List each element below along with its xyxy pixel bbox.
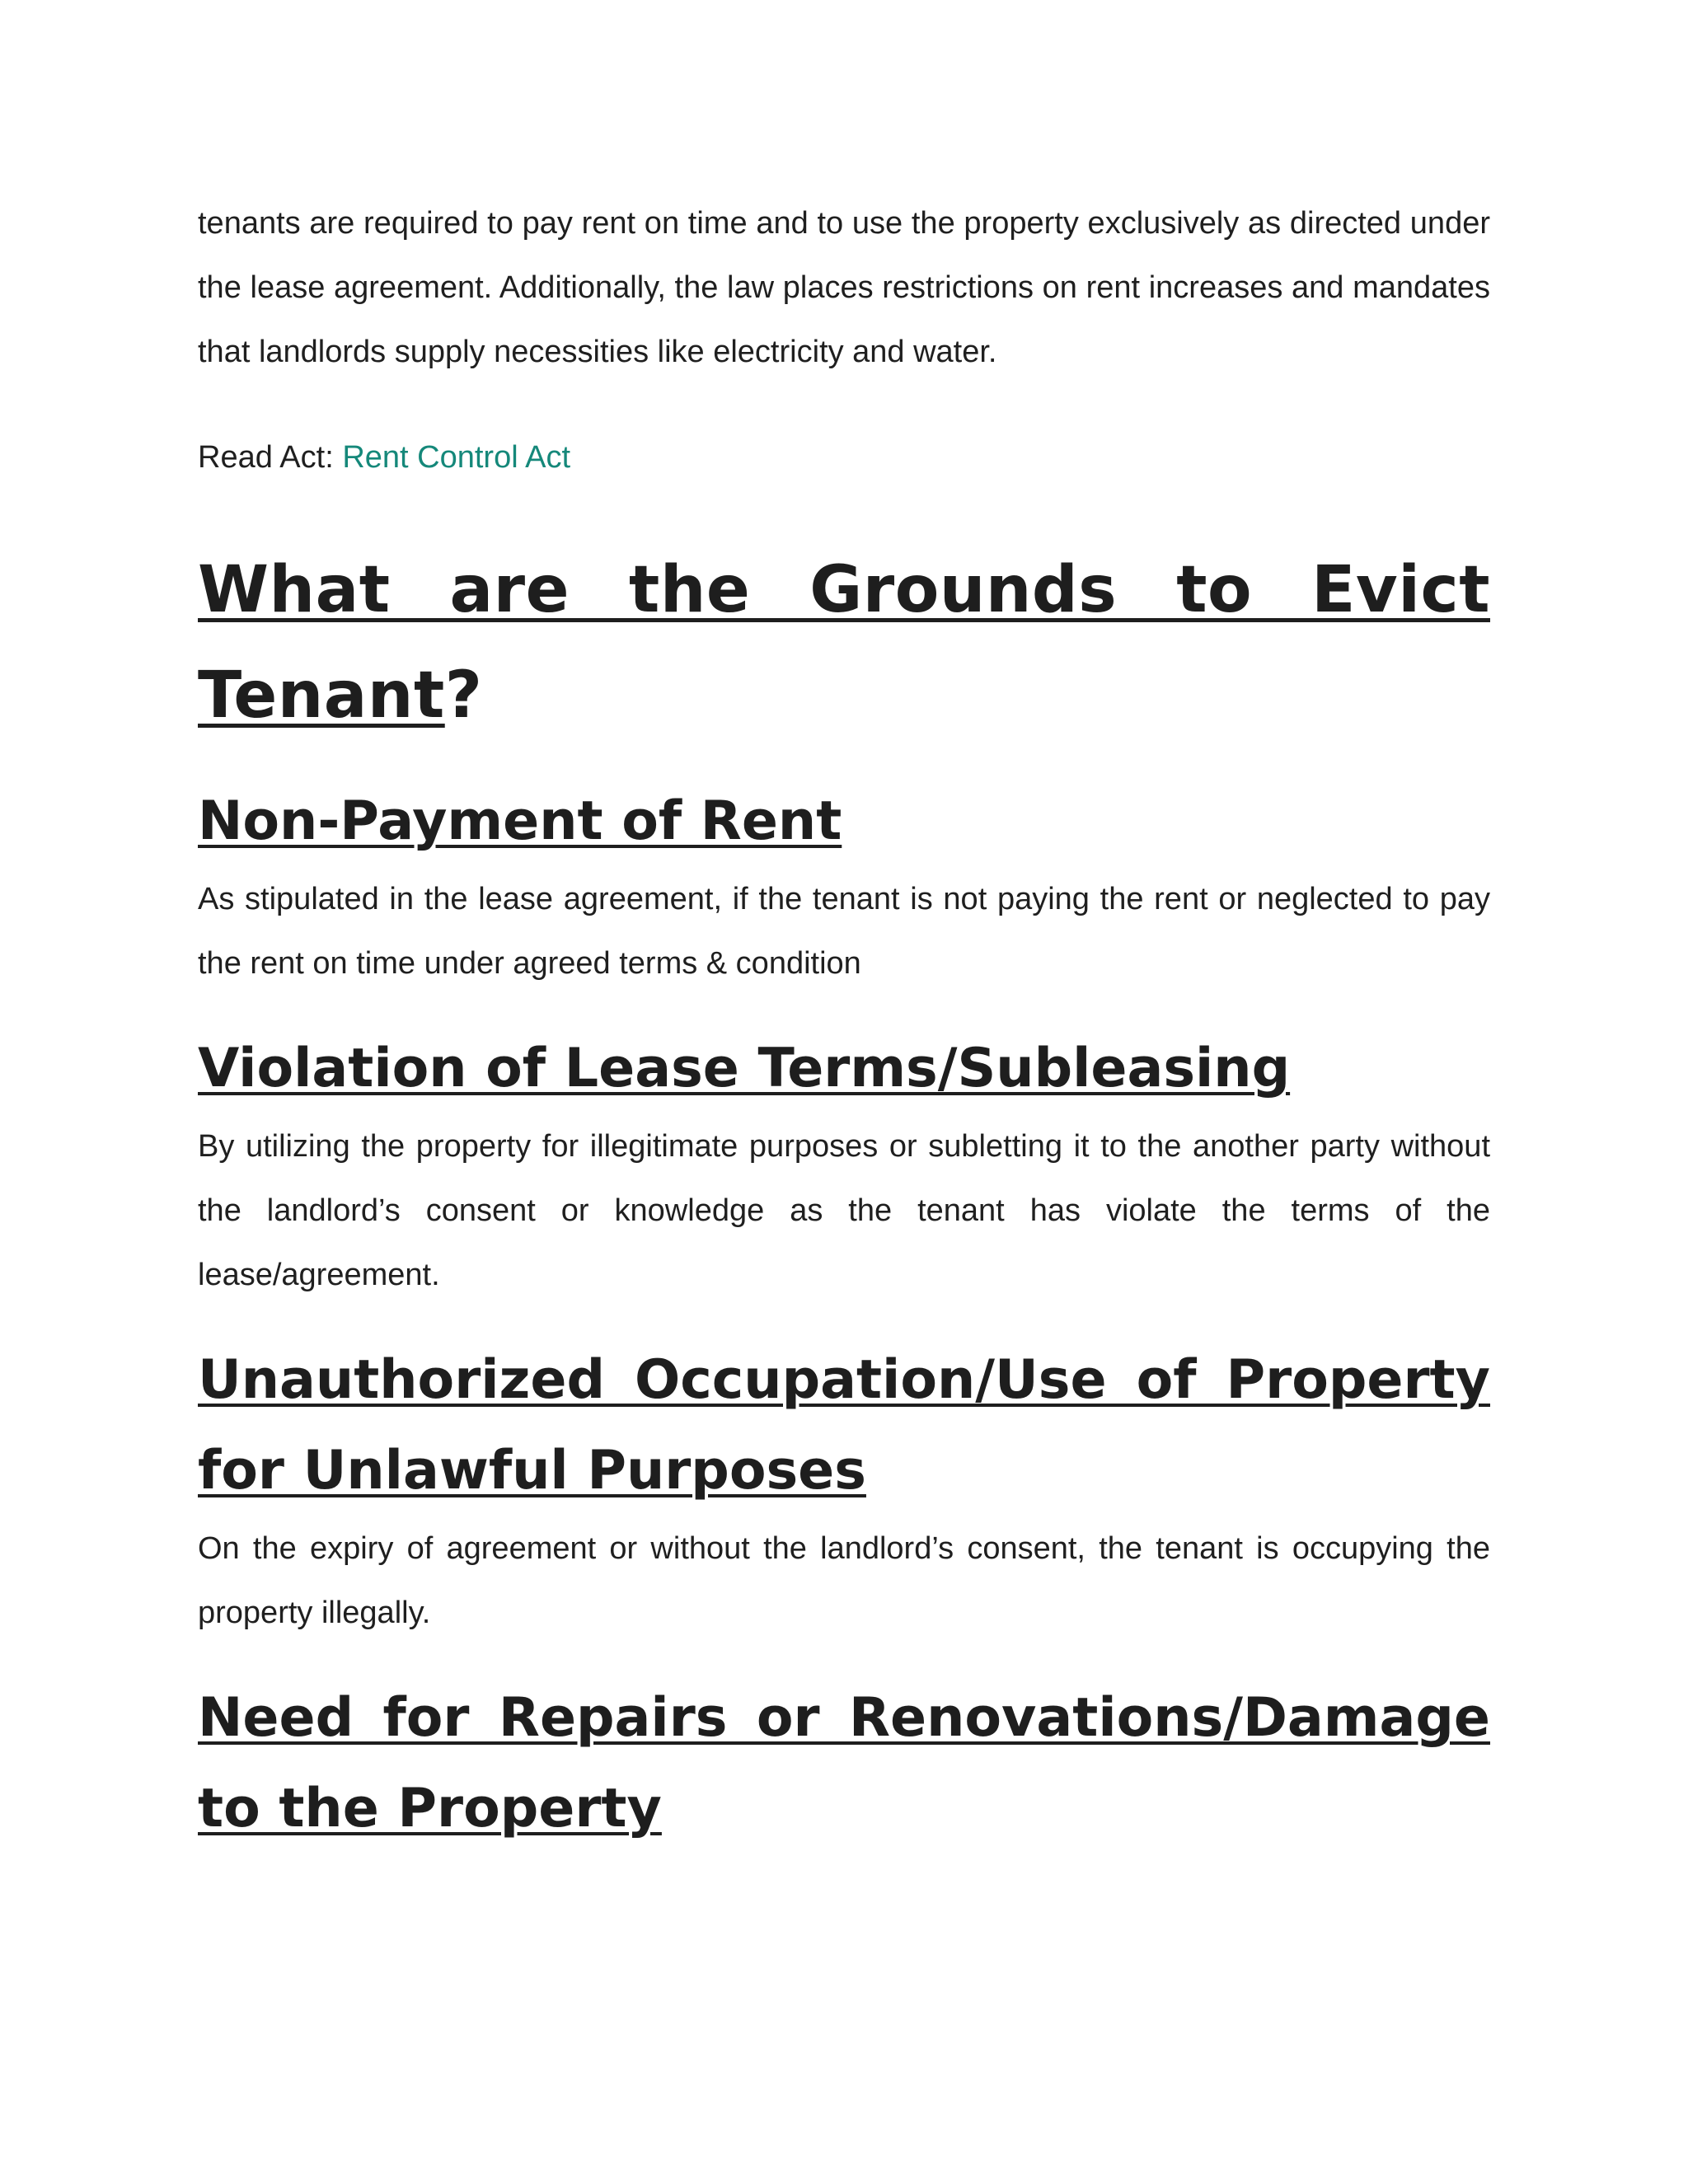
- section-body-unauthorized: On the expiry of agreement or without the landlord’s consent, the tenant is occupying the property illegally.: [198, 1531, 1490, 1630]
- read-act-line: [198, 425, 1490, 490]
- main-heading-text: What are the Grounds to Evict Tenant: [198, 553, 1490, 733]
- rent-control-act-link[interactable]: Rent Control Act: [342, 440, 571, 475]
- main-heading: [198, 537, 1490, 748]
- section-heading-repairs: [198, 1673, 1490, 1854]
- section-heading-non-payment: [198, 776, 1490, 867]
- intro-paragraph: tenants are required to pay rent on time and to use the property exclusively as directed under the lease agreement. Additionally, the law places restrictions on rent increases and mandates that landlords supply necessities like electricity and water.: [198, 206, 1490, 369]
- main-heading-suffix: ?: [444, 658, 483, 733]
- section-heading-unauthorized: [198, 1335, 1490, 1516]
- section-body-non-payment: As stipulated in the lease agreement, if the tenant is not paying the rent or neglected to pay the rent on time under agreed terms & condition: [198, 882, 1490, 981]
- section-heading-text: Unauthorized Occupation/Use of Property for Unlawful Purposes: [198, 1349, 1490, 1502]
- section-heading-text: Violation of Lease Terms/Subleasing: [198, 1038, 1291, 1099]
- document-content: [198, 191, 1490, 1854]
- section-heading-text: Need for Repairs or Renovations/Damage to the Property: [198, 1687, 1490, 1840]
- read-act-label: Read Act:: [198, 440, 334, 475]
- section-heading-text: Non-Payment of Rent: [198, 790, 842, 852]
- section-body-violation: By utilizing the property for illegitimate purposes or subletting it to the another party without the landlord’s consent or knowledge as the tenant has violate the terms of the lease/agreement.: [198, 1129, 1490, 1292]
- section-heading-violation: [198, 1024, 1490, 1114]
